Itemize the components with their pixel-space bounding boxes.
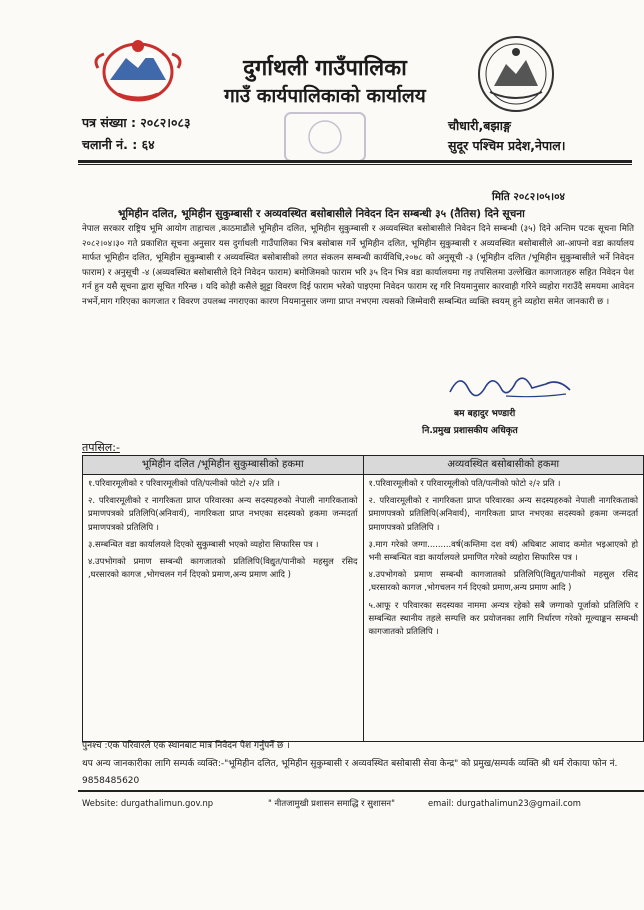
office-title: दुर्गाथली गाउँपालिका xyxy=(243,56,407,81)
office-subtitle: गाउँ कार्यपालिकाको कार्यालय xyxy=(224,85,426,107)
list-item: ५.आफू र परिवारका सदस्यका नाममा अन्यत्र रहेको सबै जग्गाको पूर्जाको प्रतिलिपि र सम्बन्धित स्थानीय तहले सम्पत्ति कर प्रयोजनका लागि निर्धारण गरेको मूल्याङ्कन सम्बन्धी कागजातको प्रतिलिपि । xyxy=(368,599,638,637)
list-item: १.परिवारमूलीको र परिवारमूलीको पति/पत्नीको फोटो २/२ प्रति । xyxy=(368,478,561,488)
unmanaged-requirements xyxy=(363,475,644,742)
list-item: २. परिवारमूलीको र नागरिकता प्राप्त परिवारका अन्य सदस्यहरुको नेपाली नागरिकताको प्रमाणपत्रको प्रतिलिपि(अनिवार्य), नागरिकता प्राप्त नभएका सदस्यको हकमा जन्मदर्ता प्रमाणपत्रको प्रतिलिपि । xyxy=(368,495,638,532)
contact-note: थप अन्य जानकारीका लागि सम्पर्क व्यक्ति:-"भूमिहीन दलित, भूमिहीन सुकुम्बासी र अव्यवस्थित बसोबासी सेवा केन्द्र" को प्रमुख/सम्पर्क व्यक्ति श्री धर्म रोकाया फोन नं. 9858485620 xyxy=(82,759,618,786)
notice-date: मिति २०८२।०५।०४ xyxy=(492,191,565,203)
office-stamp-icon xyxy=(282,110,368,164)
ref-number: पत्र संख्या : २०८२।०८३ xyxy=(82,115,191,130)
handwritten-signature-icon xyxy=(446,368,576,402)
address-line2: सुदूर पश्चिम प्रदेश,नेपाल। xyxy=(448,138,566,153)
notice-subject: भूमिहीन दलित, भूमिहीन सुकुम्बासी र अव्यवस्थित बसोबासीले निवेदन दिन सम्बन्धी ३५ (तैतिस) दिने सूचना xyxy=(118,208,525,220)
landless-requirements xyxy=(83,475,364,742)
list-item: ४.उपभोगको प्रमाण सम्बन्धी कागजातको प्रतिलिपि(विद्युत/पानीको महसुल रसिद ,घरसारको कागज ,भोगचलन गर्न दिएको प्रमाण,अन्य प्रमाण आदि ) xyxy=(88,556,358,580)
reference-block xyxy=(82,112,191,156)
annex-heading: तपसिल:- xyxy=(82,441,120,454)
list-item: ४.उपभोगको प्रमाण सम्बन्धी कागजातको प्रतिलिपि(विद्युत/पानीको महसुल रसिद ,घरसारको कागज ,भोगचलन गर्न दिएको प्रमाण,अन्य प्रमाण आदि ) xyxy=(368,569,638,593)
list-item: २. परिवारमूलीको र नागरिकता प्राप्त परिवारका अन्य सदस्यहरुको नेपाली नागरिकताको प्रमाणपत्रको प्रतिलिपि(अनिवार्य), नागरिकता प्राप्त नभएका सदस्यको हकमा जन्मदर्ता प्रमाणपत्रको प्रतिलिपि । xyxy=(88,495,358,532)
footer-divider xyxy=(78,790,644,792)
footer-email-link[interactable]: email: durgathalimun23@gmail.com xyxy=(428,798,581,808)
footer-slogan: " नीतजामुखी प्रशासन समाद्धि र सुशासन" xyxy=(268,798,395,808)
signer-name: बम बहादुर भण्डारी xyxy=(454,409,516,419)
nepal-emblem-icon xyxy=(88,28,188,108)
column-header-landless: भूमिहीन दलित /भूमिहीन सुकुम्बासीको हकमा xyxy=(83,456,364,475)
notice-body: नेपाल सरकार राष्ट्रिय भूमि आयोग ताहाचल ,काठमाडौंले भूमिहीन दलित, भूमिहीन सुकुम्बासी र अव्यवस्थित बसोबासीले निवेदन दिने सम्बन्धी (३५) दिने अन्तिम पटक सूचना मिति २०८२।०४।३० गते प्रकाशित सूचना अनुसार यस दुर्गाथली गाउँपालिका भित्र बसोबास गर्ने भूमिहीन दलित, भूमिहीन सुकुम्बासी र अव्यवस्थित बसोबासीले आ-आफ्नो वडा कार्यालय मार्फत भूमिहीन दलित, भूमिहीन सुकुम्बासी र अव्यवस्थित बसोबासीको लगत संकलन सम्बन्धी कार्यविधि,२०७८ को अनुसूची -३ (भूमिहीन दलित /भूमिहीन सुकुम्बासीले भर्ने निवेदन फाराम) र अनुसूची -४ (अव्यवस्थित बसोबासीले दिने निवेदन फाराम) बमोजिमको फाराम भरि ३५ दिन भित्र वडा कार्यालयमा गइ तपसिलमा उल्लेखित कागजातहरु सहित निवेदन पेश गर्न हुन यसै सूचना द्वारा सूचित गरिन्छ । यदि कोही कसैले झुट्टा विवरण दिई फाराम भरेको पाइएमा निवेदन फाराम रद्द गरि नियमानुसार कारवाही गरिने व्यहोरा गराउँदै समयमा आवेदन नभर्ने,माग गरिएका कागजात र विवरण उपलब्ध नगराएका कारण नियमानुसार जग्गा प्राप्त नभएमा त्यसको जिम्मेवारी सम्बन्धित व्यक्ति स्वयम् हुने व्यहोरा समेत जानकारी छ । xyxy=(82,224,634,307)
list-item: ३.माग गरेको जग्गा.........वर्ष(कम्तिमा दश वर्ष) अघिबाट आवाद कमोत भइआएको हो भनी सम्बन्धित वडा कार्यालयले प्रमाणित गरेको व्यहोरा सिफारिस पत्र । xyxy=(368,538,638,563)
column-header-unmanaged: अव्यवस्थित बसोबासीको हकमा xyxy=(363,456,644,475)
header-divider xyxy=(78,160,632,163)
municipality-seal-icon xyxy=(476,34,556,114)
list-item: ३.सम्बन्धित वडा कार्यालयले दिएको सुकुम्बासी भएको व्यहोरा सिफारिस पत्र । xyxy=(88,538,319,549)
address-block xyxy=(448,116,565,156)
dispatch-number: चलानी नं. : ६४ xyxy=(82,137,155,152)
requirements-table xyxy=(82,455,644,742)
address-line1: चौधारी,बझाङ्ग xyxy=(448,118,511,133)
signer-title: नि.प्रमुख प्रशासकीय अधिकृत xyxy=(422,426,518,436)
list-item: १.परिवारमूलीको र परिवारमूलीको पति/पत्नीको फोटो २/२ प्रति । xyxy=(88,478,280,488)
header-divider-thin xyxy=(78,164,632,165)
postscript-note: पुनश्च :एक परिवारले एक स्थानबाट मात्र निवेदन पेश गर्नुपर्ने छ । xyxy=(82,741,290,751)
footer-website-link[interactable]: Website: durgathalimun.gov.np xyxy=(82,798,214,808)
